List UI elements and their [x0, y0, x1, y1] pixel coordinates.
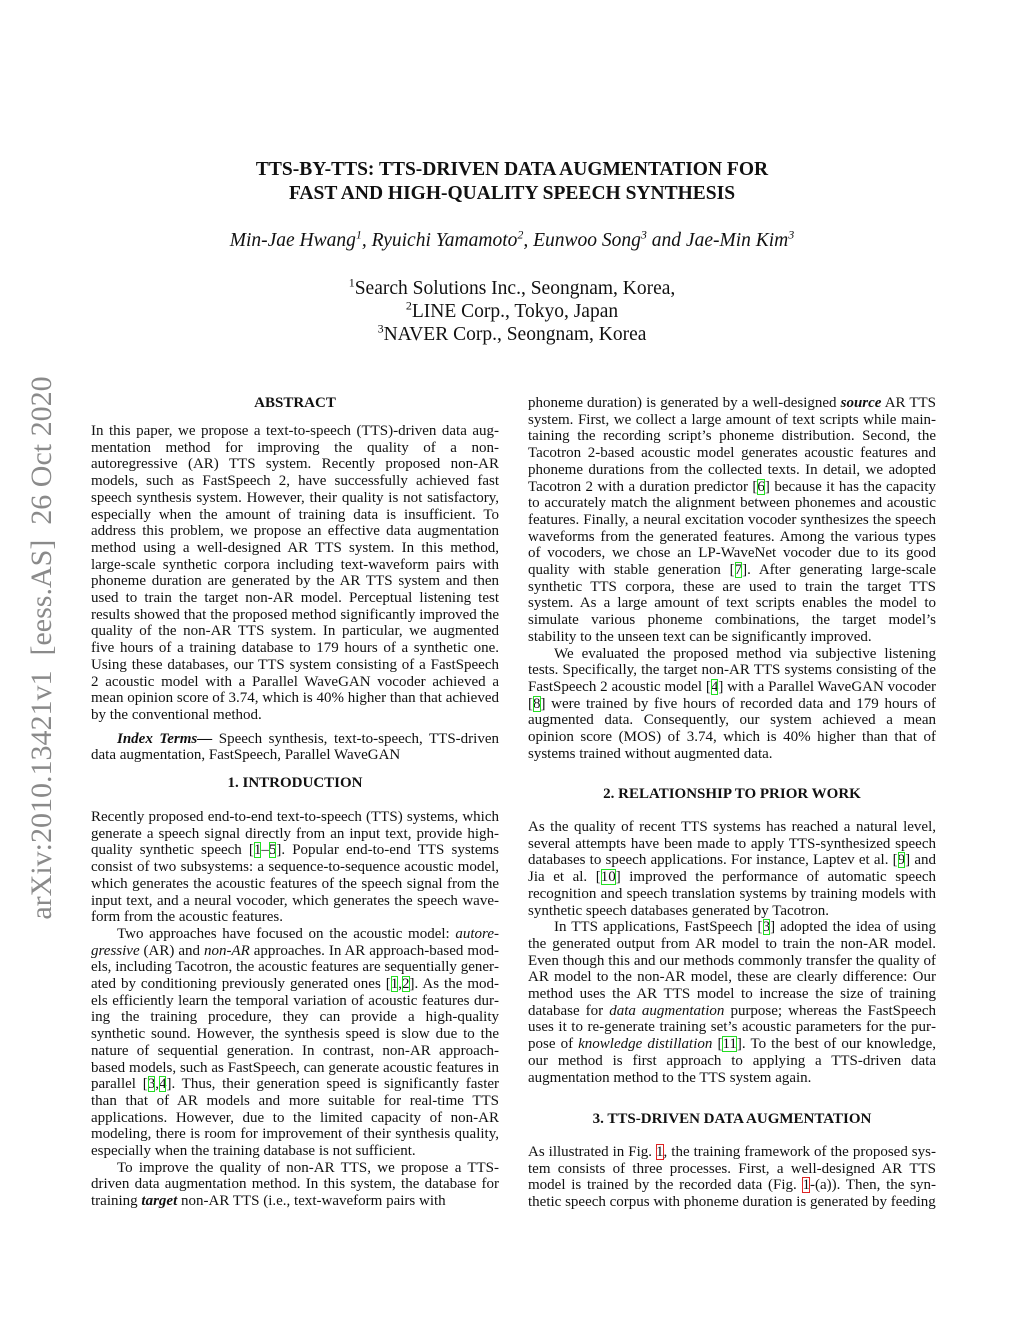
author-separator: , — [523, 230, 534, 251]
text-run: ] adopted the idea of using the generated output from AR model to train the non-AR model. Even though this and our methods commonly transfer the quality of AR model to the non-AR model, these are clearly difference: Our method uses the AR TTS model to increase the size of training database for — [528, 919, 936, 1019]
index-terms-text: Speech synthesis, text-to-speech, TTS-driven data augmentation, FastSpeech, Parallel WaveGAN — [91, 730, 499, 764]
figure-reference-link[interactable]: 1 — [656, 1144, 664, 1160]
title-line-1: TTS-BY-TTS: TTS-DRIVEN DATA AUGMENTATION FOR — [255, 159, 769, 180]
author-name: Min-Jae Hwang — [229, 230, 356, 251]
text-run: (AR) and — [139, 942, 204, 959]
author-list — [0, 227, 1024, 252]
text-run: Recently proposed end-to-end text-to-speech (TTS) systems, which generate a speech signal directly from an input text, provide high-quality synthetic speech [ — [91, 809, 499, 859]
citation-link[interactable]: 4 — [158, 1076, 167, 1093]
text-run: ] improved the performance of automatic speech recognition and speech translation systems by training models with synthetic speech databases generated by Tacotron. — [528, 869, 937, 919]
citation-link[interactable]: 3 — [762, 919, 771, 936]
text-run: ]. Popular end-to-end TTS systems consist of two subsystems: a sequence-to-sequence acoustic model, which generates the acoustic features of the speech signal from the input text, and a neural vocoder, which generates the speech waveform from the acoustic features. — [91, 842, 499, 926]
citation-link[interactable]: 7 — [734, 562, 743, 579]
text-run: [ — [712, 1036, 723, 1053]
paragraph — [528, 819, 936, 919]
author-name: Eunwoo Song — [533, 230, 641, 251]
citation-link[interactable]: 1 — [253, 842, 262, 859]
prior-work-body — [528, 819, 936, 1086]
citation-link[interactable]: 6 — [757, 478, 765, 495]
text-run: ] with a Parallel WaveGAN vocoder [ — [528, 678, 936, 712]
section-heading-prior-work: 2. RELATIONSHIP TO PRIOR WORK — [603, 786, 861, 802]
text-run: ] and Jia et al. [ — [528, 852, 936, 886]
text-run: ] because it has the capacity to accurately match the alignment between phonemes and acoustic features. Finally, a neural excitation vocoder synthesizes the speech waveforms from the generated features. Among the various types of vocoders, we chose an LP-WaveNet vocoder due to its good quality with stable generation [ — [528, 478, 936, 579]
affiliation-marker: 2 — [517, 227, 524, 242]
paragraph — [91, 1160, 499, 1210]
citation-link[interactable]: 10 — [600, 869, 616, 886]
bold-italic-term: source — [840, 395, 882, 411]
affiliation-marker: 2 — [405, 298, 412, 313]
paper-title — [0, 158, 1024, 206]
citation-link[interactable]: 9 — [897, 852, 906, 869]
paragraph — [528, 919, 936, 1086]
citation-link[interactable]: 1 — [390, 976, 399, 993]
author-separator: and — [646, 230, 686, 251]
section-heading-introduction: 1. INTRODUCTION — [227, 775, 363, 791]
affiliation-marker: 3 — [788, 227, 795, 242]
affiliation-text: NAVER Corp., Seongnam, Korea — [383, 324, 647, 345]
citation-link[interactable]: 4 — [710, 678, 719, 695]
text-run: non-AR TTS (i.e., text-waveform pairs with — [177, 1193, 446, 1210]
text-run: As the quality of recent TTS systems has reached a natural level, several attempts have been made to apply TTS-synthesized speech databases to speech applications. For instance, Laptev et al. [ — [528, 819, 936, 869]
affiliation-line — [0, 323, 1024, 346]
citation-link[interactable]: 3 — [147, 1076, 156, 1093]
text-run: ]. To the best of our knowledge, our method is first approach to applying a TTS-driven data augmentation method to the TTS system again. — [528, 1036, 936, 1086]
text-run: To improve the quality of non-AR TTS, we propose a TTS-driven data augmentation method. In this system, the database for training — [91, 1159, 499, 1210]
text-run: As illustrated in Fig. — [528, 1144, 657, 1160]
affiliation-marker: 1 — [355, 227, 362, 242]
text-run: , the training framework of the proposed system consists of three processes. First, a well-designed AR TTS model is trained by the recorded data (Fig. — [528, 1144, 936, 1194]
italic-term: autoregressive — [91, 925, 499, 959]
right-column-continuation — [528, 395, 936, 762]
paragraph — [91, 926, 499, 1160]
italic-term: data augmentation — [609, 1002, 725, 1019]
figure-reference-link[interactable]: 1 — [802, 1177, 810, 1194]
text-run: – — [261, 842, 269, 859]
affiliation-marker: 3 — [377, 321, 384, 336]
italic-term: knowledge distillation — [578, 1036, 713, 1053]
affiliations — [0, 277, 1024, 346]
augmentation-body — [528, 1144, 936, 1211]
affiliation-line — [0, 277, 1024, 300]
affiliation-line — [0, 300, 1024, 323]
italic-term: non-AR — [203, 942, 250, 959]
text-run: phoneme duration) is generated by a well-designed — [528, 395, 841, 411]
author-name: Jae-Min Kim — [685, 230, 789, 251]
text-run: ] were trained by five hours of recorded data and 179 hours of augmented data. Consequently, our system achieved a mean opinion score (MOS) of 3.74, which is 40% higher than that of systems trained without augmented data. — [528, 695, 936, 762]
author-separator: , — [361, 230, 372, 251]
paragraph — [91, 423, 499, 724]
citation-link[interactable]: 5 — [268, 842, 277, 859]
text-run: , — [398, 976, 402, 993]
text-run: -(a)). Then, the synthetic speech corpus with phoneme duration is generated by feeding — [528, 1177, 936, 1211]
text-run: ]. After generating large-scale synthetic TTS corpora, these are used to train the target TTS system. As a large amount of text scripts enables the model to simulate various phoneme combinations, the target model’s stability to the unseen text can be significantly improved. — [528, 562, 936, 645]
arxiv-identifier-sidebar: arXiv:2010.13421v1 [eess.AS] 26 Oct 2020 — [25, 376, 58, 920]
title-line-2: FAST AND HIGH-QUALITY SPEECH SYNTHESIS — [288, 183, 736, 204]
text-run: Two approaches have focused on the acoustic model: — [117, 925, 456, 942]
citation-link[interactable]: 11 — [722, 1036, 737, 1053]
section-heading-augmentation: 3. TTS-DRIVEN DATA AUGMENTATION — [592, 1111, 872, 1127]
affiliation-marker: 1 — [348, 275, 355, 290]
citation-link[interactable]: 8 — [533, 695, 541, 712]
text-run: ]. As the models efficiently learn the temporal variation of acoustic features during the training procedure, they can provide a high-quality synthetic sound. However, the synthesis speed is slow due to the nature of sequential generation. In contrast, non-AR approach-based models, such as FastSpeech, can generate acoustic features in parallel [ — [91, 976, 499, 1093]
text-run: We evaluated the proposed method via subjective listening tests. Specifically, the target non-AR TTS systems consisting of the FastSpeech 2 acoustic model [ — [528, 645, 936, 695]
abstract-heading: ABSTRACT — [254, 395, 336, 411]
paragraph — [528, 395, 936, 646]
affiliation-text: LINE Corp., Tokyo, Japan — [411, 301, 619, 322]
paragraph — [91, 809, 499, 926]
introduction-body — [91, 809, 499, 1210]
text-run: , — [155, 1076, 159, 1093]
paragraph — [528, 646, 936, 763]
text-run: In TTS applications, FastSpeech [ — [554, 919, 763, 936]
author-name: Ryuichi Yamamoto — [371, 230, 518, 251]
abstract-body — [91, 423, 499, 764]
paragraph — [528, 1144, 936, 1211]
index-terms-label: Index Terms— — [117, 730, 213, 747]
text-run: ]. Thus, their generation speed is significantly faster than that of AR models and more suitable for real-time TTS applications. However, due to the limited capacity of non-AR modeling, there is room for improvement of their synthesis quality, especially when the training database is not sufficient. — [91, 1076, 500, 1160]
text-run: approaches. In AR approach-based models, including Tacotron, the acoustic features are sequentially generated by conditioning previously generated ones [ — [91, 942, 499, 993]
abstract-text — [91, 423, 499, 724]
text-run: AR TTS system. First, we collect a large amount of text scripts while maintaining the recording script’s phoneme distribution. Second, the Tacotron 2-based acoustic model generates acoustic features and phoneme durations from the collected texts. In detail, we adopted Tacotron 2 with a duration predictor [ — [528, 395, 937, 495]
text-run: In this paper, we propose a text-to-speech (TTS)-driven data augmentation method for improving the quality of a non-autoregressive (AR) TTS system. Recently proposed non-AR models, such as FastSpeech 2, have successfully achieved fast speech synthesis system. However, their quality is not satisfactory, especially when the amount of training data is insufficient. To address this problem, we propose an effective data augmentation method using a well-designed AR TTS system. In this method, large-scale synthetic corpora including text-waveform pairs with phoneme duration are generated by the AR TTS system and then used to train the target non-AR model. Perceptual listening test results showed that the proposed method significantly improved the quality of the non-AR TTS system. In particular, we augmented five hours of a training database to 179 hours of a synthetic one. Using these databases, our TTS system consisting of a FastSpeech 2 acoustic model with a Parallel WaveGAN vocoder achieved a mean opinion score of 3.74, which is 40% higher than that achieved by the conventional method. — [91, 423, 499, 723]
citation-link[interactable]: 2 — [402, 976, 410, 993]
affiliation-marker: 3 — [640, 227, 647, 242]
affiliation-text: Search Solutions Inc., Seongnam, Korea, — [354, 278, 676, 299]
index-terms — [91, 731, 499, 764]
bold-italic-term: target — [141, 1193, 178, 1210]
text-run: purpose; whereas the FastSpeech uses it to re-generate training set’s acoustic parameters for the purpose of — [528, 1002, 936, 1053]
